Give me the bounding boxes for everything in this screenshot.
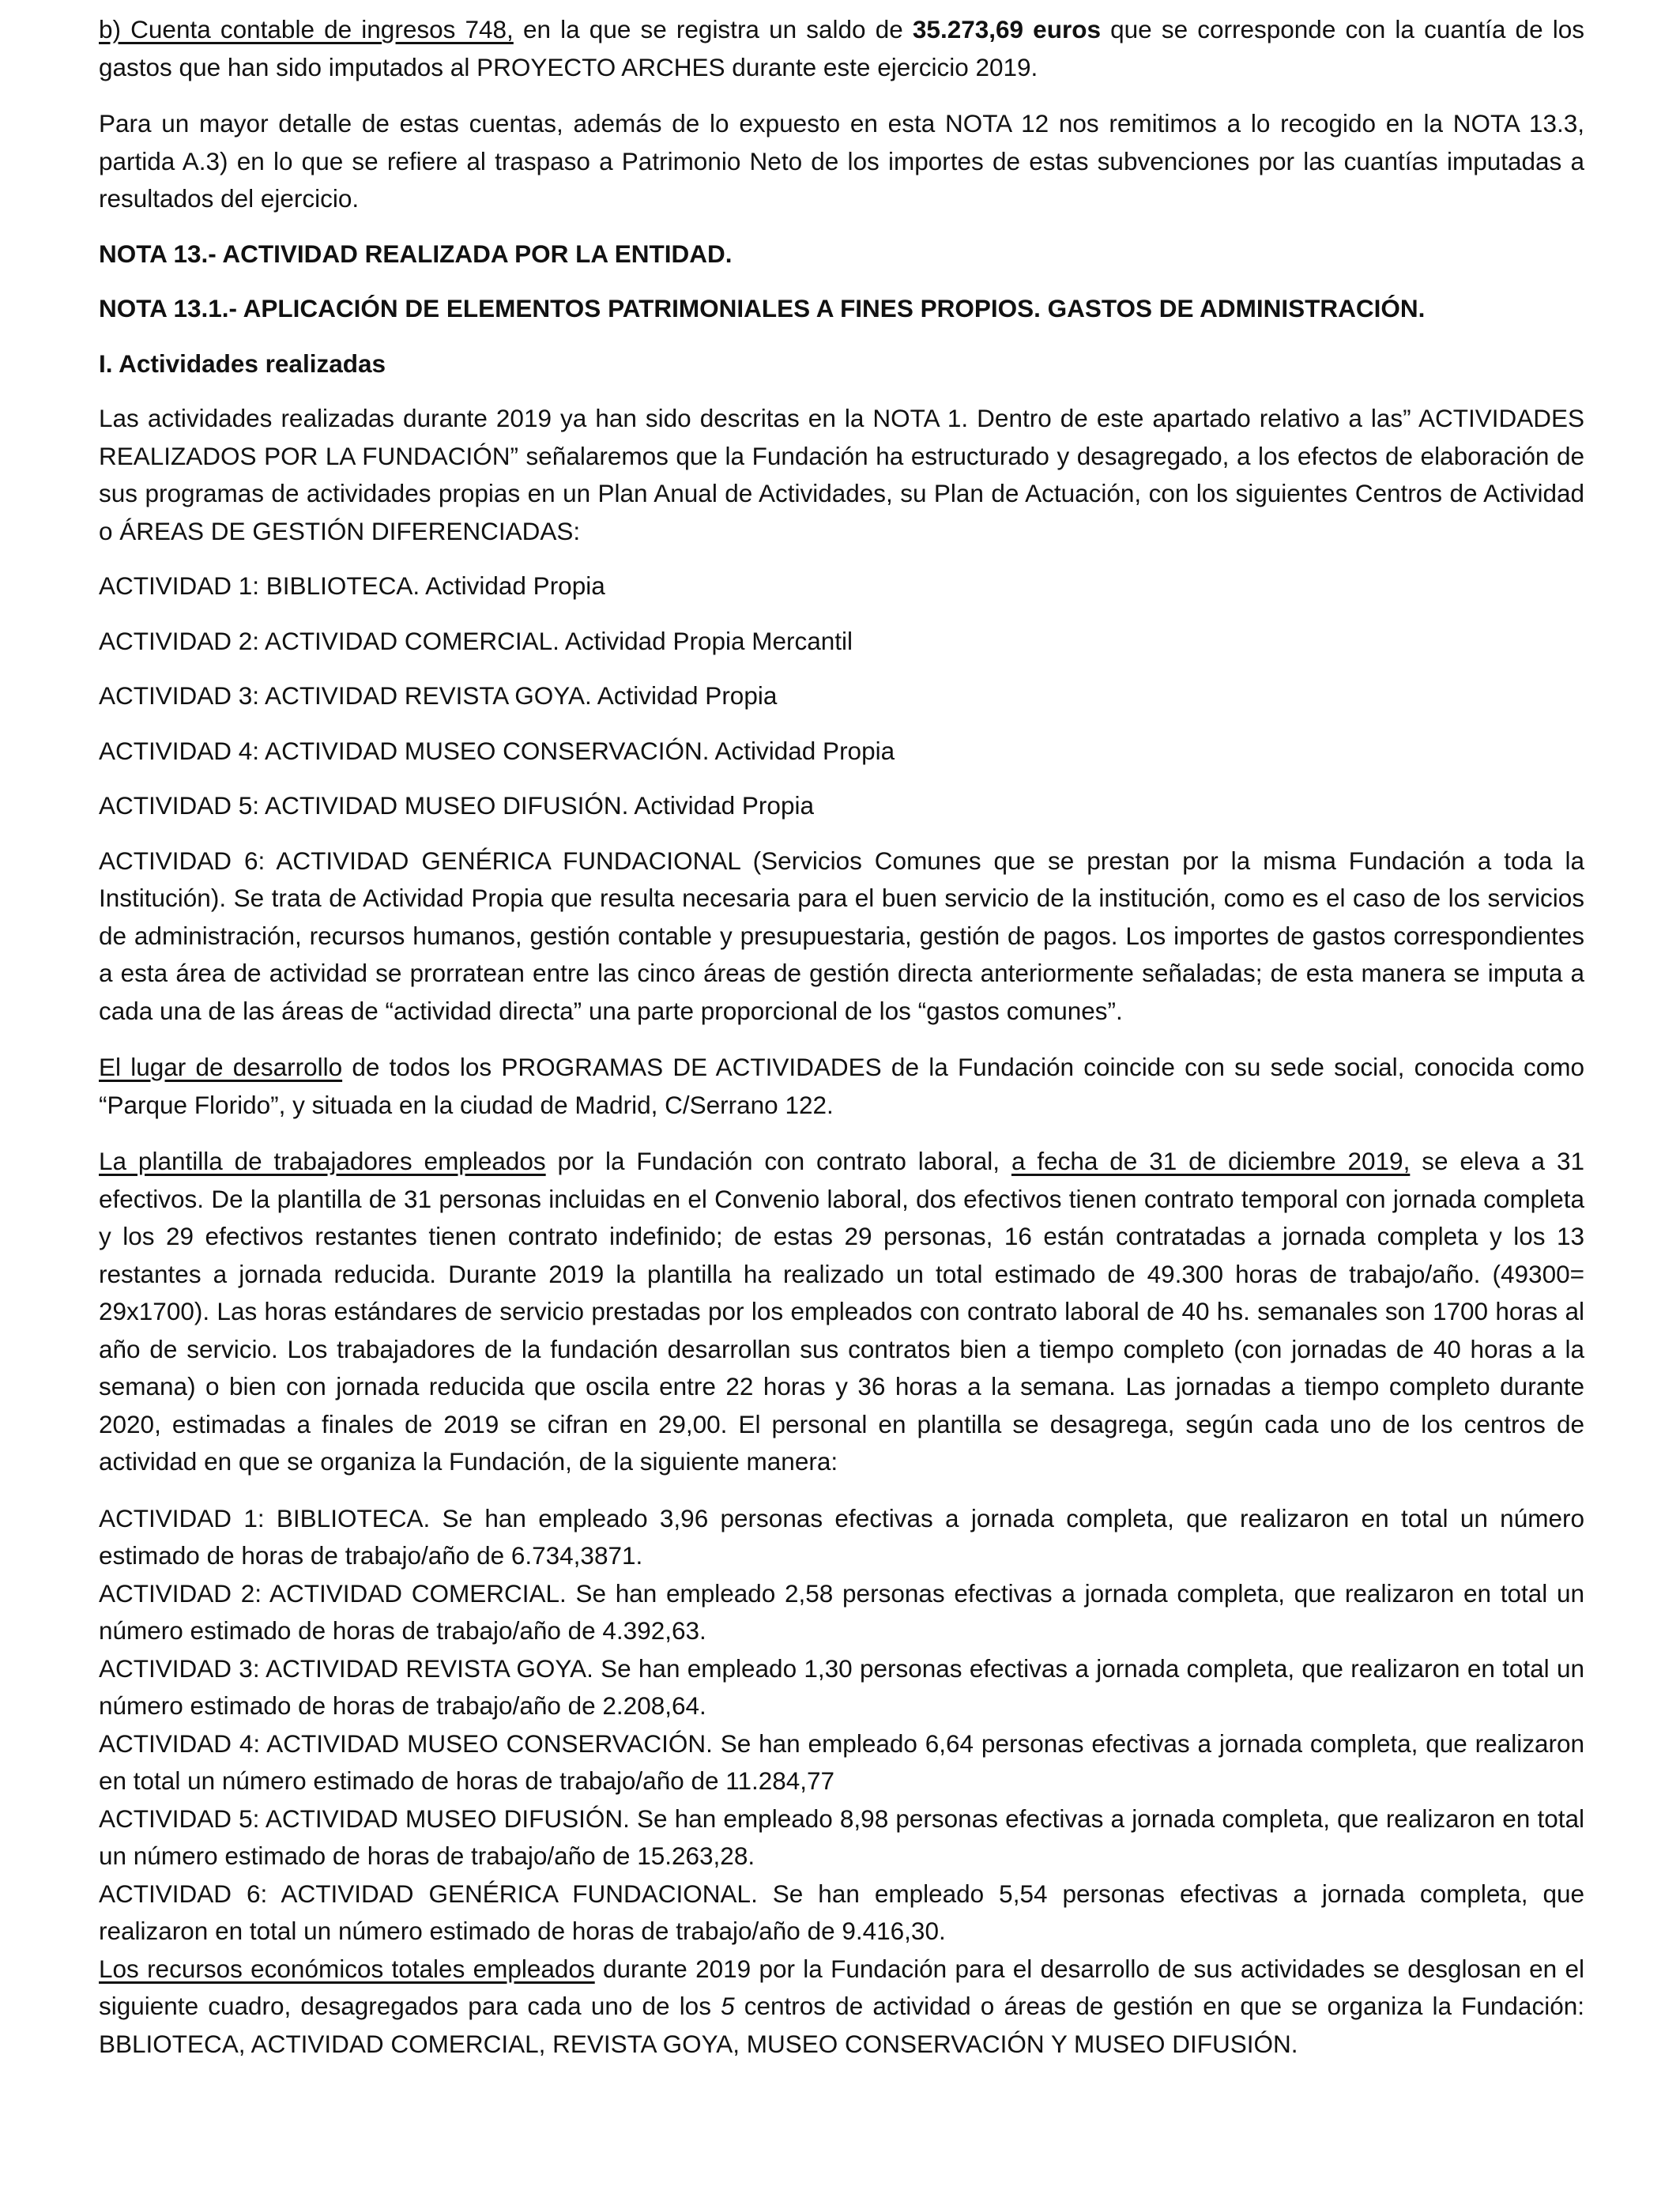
activity-item: ACTIVIDAD 3: ACTIVIDAD REVISTA GOYA. Actividad Propia — [99, 681, 778, 710]
paragraph-actividades-intro: Las actividades realizadas durante 2019 ya han sido descritas en la NOTA 1. Dentro de este apartado relativo a las” ACTIVIDADES REALIZADOS POR LA FUNDACIÓN” señalaremos que la Fundación ha estructurado y desagregado, a los efectos de elaboración de sus programas de actividades propias en un Plan Anual de Actividades, su Plan de Actuación, con los siguientes Centros de Actividad o ÁREAS DE GESTIÓN DIFERENCIADAS: — [99, 404, 1584, 545]
paragraph-detalle-cuentas: Para un mayor detalle de estas cuentas, además de lo expuesto en esta NOTA 12 nos remitimos a lo recogido en la NOTA 13.3, partida A.3) en lo que se refiere al traspaso a Patrimonio Neto de los importes de estas subvenciones por las cuantías imputadas a resultados del ejercicio. — [99, 109, 1584, 213]
staff-activity-item: ACTIVIDAD 5: ACTIVIDAD MUSEO DIFUSIÓN. Se han empleado 8,98 personas efectivas a jornada completa, que realizaron en total un número estimado de horas de trabajo/año de 15.263,28. — [99, 1804, 1584, 1870]
paragraph-cuenta-748: b) Cuenta contable de ingresos 748, en la que se registra un saldo de 35.273,69 euros que se corresponde con la cuantía de los gastos que han sido imputados al PROYECTO ARCHES durante este ejercicio 2019. — [99, 15, 1584, 81]
activity-item: ACTIVIDAD 5: ACTIVIDAD MUSEO DIFUSIÓN. Actividad Propia — [99, 791, 814, 820]
paragraph-plantilla: La plantilla de trabajadores empleados por la Fundación con contrato laboral, a fecha de 31 de diciembre 2019, se eleva a 31 efectivos. De la plantilla de 31 personas incluidas en el Convenio laboral, dos efectivos tienen contrato temporal con jornada completa y los 29 efectivos restantes tienen contrato indefinido; de estas 29 personas, 16 están contratadas a jornada completa y los 13 restantes a jornada reducida. Durante 2019 la plantilla ha realizado un total estimado de 49.300 horas de trabajo/año. (49300= 29x1700). Las horas estándares de servicio prestadas por los empleados con contrato laboral de 40 hs. semanales son 1700 horas al año de servicio. Los trabajadores de la fundación desarrollan sus contratos bien a tiempo completo (con jornadas de 40 horas a la semana) o bien con jornada reducida que oscila entre 22 horas y 36 horas a la semana. Las jornadas a tiempo completo durante 2020, estimadas a finales de 2019 se cifran en 29,00. El personal en plantilla se desagrega, según cada uno de los centros de actividad en que se organiza la Fundación, de la siguiente manera: — [99, 1147, 1585, 1476]
document-page — [99, 0, 1584, 2063]
heading-nota-13: NOTA 13.- ACTIVIDAD REALIZADA POR LA ENTIDAD. — [99, 239, 733, 268]
staff-activity-item: ACTIVIDAD 2: ACTIVIDAD COMERCIAL. Se han empleado 2,58 personas efectivas a jornada completa, que realizaron en total un número estimado de horas de trabajo/año de 4.392,63. — [99, 1578, 1584, 1645]
underlined-account-label: b) Cuenta contable de ingresos 748, — [99, 15, 514, 43]
paragraph-recursos-economicos: Los recursos económicos totales empleados durante 2019 por la Fundación para el desarrollo de sus actividades se desglosan en el siguiente cuadro, desagregados para cada uno de los 5 centros de actividad o áreas de gestión en que se organiza la Fundación: BBLIOTECA, ACTIVIDAD COMERCIAL, REVISTA GOYA, MUSEO CONSERVACIÓN Y MUSEO DIFUSIÓN. — [99, 1954, 1584, 2058]
staff-activity-item: ACTIVIDAD 6: ACTIVIDAD GENÉRICA FUNDACIONAL. Se han empleado 5,54 personas efectivas a jornada completa, que realizaron en total un número estimado de horas de trabajo/año de 9.416,30. — [99, 1879, 1584, 1945]
activity-item: ACTIVIDAD 4: ACTIVIDAD MUSEO CONSERVACIÓN. Actividad Propia — [99, 736, 895, 765]
paragraph-actividad-6: ACTIVIDAD 6: ACTIVIDAD GENÉRICA FUNDACIONAL (Servicios Comunes que se prestan por la misma Fundación a toda la Institución). Se trata de Actividad Propia que resulta necesaria para el buen servicio de la institución, como es el caso de los servicios de administración, recursos humanos, gestión contable y presupuestaria, gestión de pagos. Los importes de gastos correspondientes a esta área de actividad se prorratean entre las cinco áreas de gestión directa anteriormente señaladas; de esta manera se imputa a cada una de las áreas de “actividad directa” una parte proporcional de los “gastos comunes”. — [99, 846, 1584, 1025]
activity-item: ACTIVIDAD 2: ACTIVIDAD COMERCIAL. Actividad Propia Mercantil — [99, 626, 853, 655]
amount-bold: 35.273,69 euros — [912, 15, 1101, 43]
staff-activity-item: ACTIVIDAD 4: ACTIVIDAD MUSEO CONSERVACIÓN. Se han empleado 6,64 personas efectivas a jornada completa, que realizaron en total un número estimado de horas de trabajo/año de 11.284,77 — [99, 1728, 1584, 1795]
paragraph-lugar-desarrollo: El lugar de desarrollo de todos los PROGRAMAS DE ACTIVIDADES de la Fundación coincide con su sede social, conocida como “Parque Florido”, y situada en la ciudad de Madrid, C/Serrano 122. — [99, 1053, 1584, 1119]
activity-item: ACTIVIDAD 1: BIBLIOTECA. Actividad Propia — [99, 571, 605, 600]
staff-activity-item: ACTIVIDAD 3: ACTIVIDAD REVISTA GOYA. Se han empleado 1,30 personas efectivas a jornada completa, que realizaron en total un número estimado de horas de trabajo/año de 2.208,64. — [99, 1653, 1584, 1720]
heading-actividades-realizadas: I. Actividades realizadas — [99, 349, 386, 378]
staff-activity-item: ACTIVIDAD 1: BIBLIOTECA. Se han empleado 3,96 personas efectivas a jornada completa, que realizaron en total un número estimado de horas de trabajo/año de 6.734,3871. — [99, 1503, 1584, 1570]
heading-nota-13-1: NOTA 13.1.- APLICACIÓN DE ELEMENTOS PATRIMONIALES A FINES PROPIOS. GASTOS DE ADMINISTRACIÓN. — [99, 294, 1426, 322]
